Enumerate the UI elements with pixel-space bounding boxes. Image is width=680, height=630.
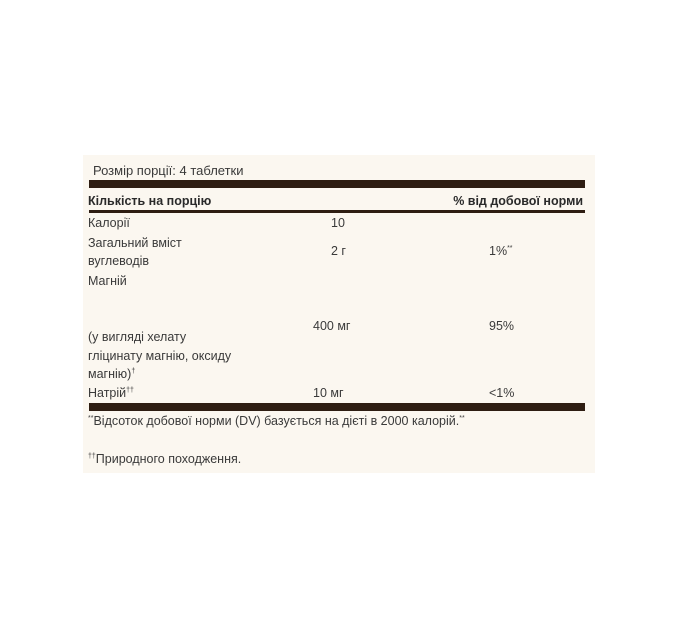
- dv-footnote: **Відсоток добової норми (DV) базується на дієті в 2000 калорій.**: [88, 414, 465, 428]
- magnesium-label: Магній: [88, 274, 127, 288]
- magnesium-amount: 400 мг: [313, 319, 351, 333]
- carbs-label-line2: вуглеводів: [88, 254, 150, 268]
- natural-origin-footnote: ††Природного походження.: [88, 452, 242, 466]
- supplement-facts-panel: [83, 155, 595, 473]
- serving-size: Розмір порції: 4 таблетки: [93, 163, 244, 178]
- carbs-amount: 2 г: [331, 244, 346, 258]
- carbs-label-line1: Загальний вміст: [88, 236, 182, 250]
- sodium-label: Натрій††: [88, 386, 134, 400]
- magnesium-dv: 95%: [489, 319, 515, 333]
- header-rule: [89, 210, 585, 213]
- amount-per-serving-header: Кількість на порцію: [88, 194, 212, 208]
- magnesium-form-line3: магнію)†: [88, 367, 136, 381]
- magnesium-form-line2: гліцинату магнію, оксиду: [88, 349, 232, 363]
- calories-amount: 10: [331, 216, 345, 230]
- magnesium-form-line1: (у вигляді хелату: [88, 330, 187, 344]
- calories-label: Калорії: [88, 216, 130, 230]
- sodium-amount: 10 мг: [313, 386, 344, 400]
- bottom-rule: [89, 403, 585, 411]
- top-rule: [89, 180, 585, 188]
- carbs-dv: 1%**: [489, 244, 513, 258]
- sodium-dv: <1%: [489, 386, 515, 400]
- percent-dv-header: % від добової норми: [453, 194, 583, 208]
